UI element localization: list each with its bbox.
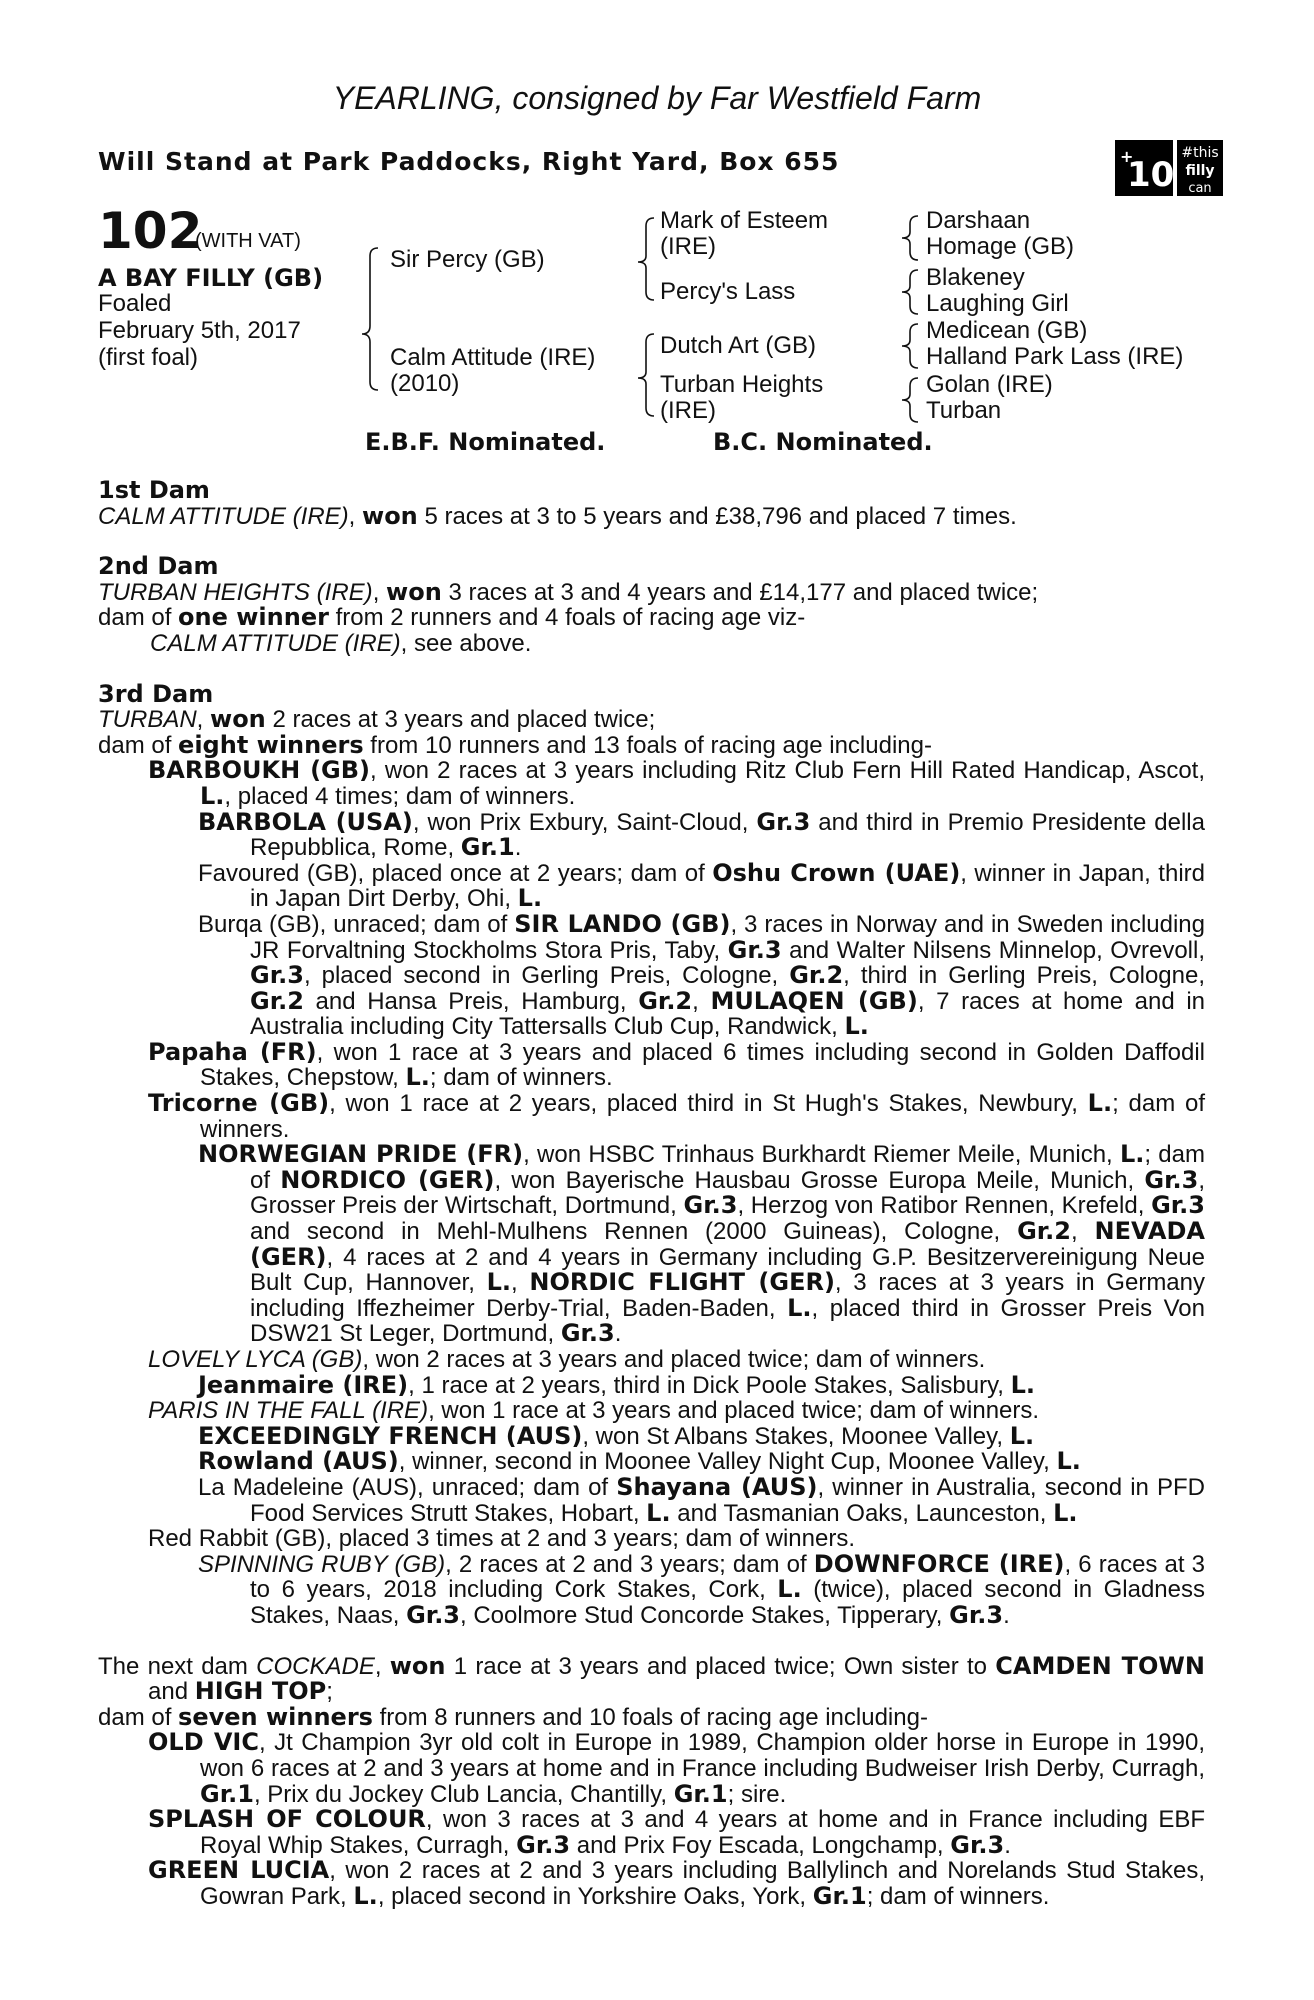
second-dam-progeny: CALM ATTITUDE (IRE), see above.	[150, 629, 532, 657]
progeny-entry: PARIS IN THE FALL (IRE), won 1 race at 3 years and placed twice; dam of winners.	[148, 1397, 1040, 1425]
lot-number: 102	[98, 202, 203, 260]
sire: Sir Percy (GB)	[390, 246, 545, 273]
dam-dam-line1: Turban Heights	[660, 371, 824, 398]
gg-sss: Darshaan	[926, 207, 1031, 234]
gg-ddd: Turban	[926, 397, 1002, 424]
location-line: Will Stand at Park Paddocks, Right Yard, Box 655	[98, 147, 840, 176]
ebf-nominated: E.B.F. Nominated.	[365, 428, 606, 456]
next-dam-produce: dam of seven winners from 8 runners and 10 foals of racing age including-	[98, 1702, 928, 1731]
consignment-line: YEARLING, consigned by Far Westfield Farm	[332, 80, 982, 116]
third-dam-heading: 3rd Dam	[98, 679, 214, 708]
horse-name: A BAY FILLY (GB)	[98, 264, 324, 292]
foaled-label: Foaled	[98, 290, 172, 317]
progeny-entry: Tricorne (GB), won 1 race at 2 years, placed third in St Hugh's Stakes, Newbury, L.; dam of winners.	[148, 1089, 1206, 1143]
progeny-entry: Red Rabbit (GB), placed 3 times at 2 and 3 years; dam of winners.	[148, 1525, 856, 1553]
sire-dam: Percy's Lass	[660, 278, 796, 305]
vat-note: (WITH VAT)	[195, 230, 301, 252]
gg-dsd: Halland Park Lass (IRE)	[926, 343, 1184, 370]
gg-ssd: Homage (GB)	[926, 233, 1075, 260]
progeny-entry: Jeanmaire (IRE), 1 race at 2 years, third in Dick Poole Stakes, Salisbury, L.	[198, 1370, 1036, 1399]
foaled-date: February 5th, 2017	[98, 317, 301, 344]
next-dam-record: The next dam COCKADE, won 1 race at 3 years and placed twice; Own sister to CAMDEN TOWN and HIGH TOP;	[98, 1651, 1205, 1706]
first-dam-record: CALM ATTITUDE (IRE), won 5 races at 3 to 5 years and £38,796 and placed 7 times.	[98, 501, 1017, 530]
first-foal-note: (first foal)	[98, 344, 199, 371]
dam-line1: Calm Attitude (IRE)	[390, 344, 596, 371]
progeny-entry: OLD VIC, Jt Champion 3yr old colt in Europe in 1989, Champion older horse in Europe in 1990, won 6 races at 2 and 3 years at home and in France including Budweiser Irish Derby, Curragh, Gr.1, Prix du Jockey Club Lancia, Chantilly, Gr.1; sire.	[148, 1728, 1205, 1808]
bc-nominated: B.C. Nominated.	[713, 428, 933, 456]
dam-dam-line2: (IRE)	[660, 397, 716, 424]
second-dam-heading: 2nd Dam	[98, 552, 219, 581]
logo-tag2: filly	[1185, 163, 1215, 179]
third-dam-produce: dam of eight winners from 10 runners and 13 foals of racing age including-	[98, 730, 932, 759]
gg-dds: Golan (IRE)	[926, 371, 1053, 398]
progeny-entry: SPINNING RUBY (GB), 2 races at 2 and 3 years; dam of DOWNFORCE (IRE), 6 races at 3 to 6 years, 2018 including Cork Stakes, Cork, L. (twice), placed second in Gladness Stakes, Naas, Gr.3, Coolmore Stud Concorde Stakes, Tipperary, Gr.3.	[198, 1549, 1206, 1629]
logo-tag1: #this	[1181, 145, 1219, 161]
progeny-entry: BARBOLA (USA), won Prix Exbury, Saint-Cloud, Gr.3 and third in Premio Presidente della Repubblica, Rome, Gr.1.	[198, 807, 1205, 862]
dam-sire: Dutch Art (GB)	[660, 332, 817, 359]
sire-sire-line2: (IRE)	[660, 233, 716, 260]
gg-sdd: Laughing Girl	[926, 290, 1069, 317]
progeny-entry: NORWEGIAN PRIDE (FR), won HSBC Trinhaus Burkhardt Riemer Meile, Munich, L.; dam of NORDICO (GER), won Bayerische Hausbau Grosse Europa Meile, Munich, Gr.3, Grosser Preis der Wirtschaft, Dortmund, Gr.3, Herzog von Ratibor Rennen, Krefeld, Gr.3 and second in Mehl-Mulhens Rennen (2000 Guineas), Cologne, Gr.2, NEVADA (GER), 4 races at 2 and 4 years in Germany including G.P. Besitzervereinigung Neue Bult Cup, Hannover, L., NORDIC FLIGHT (GER), 3 races at 3 years in Germany including Iffezheimer Derby-Trial, Baden-Baden, L., placed third in Grosser Preis Von DSW21 St Leger, Dortmund, Gr.3.	[198, 1140, 1206, 1348]
progeny-entry: SPLASH OF COLOUR, won 3 races at 3 and 4 years at home and in France including EBF Royal Whip Stakes, Curragh, Gr.3 and Prix Foy Escada, Longchamp, Gr.3.	[148, 1805, 1205, 1859]
gg-sds: Blakeney	[926, 264, 1025, 291]
progeny-entry: EXCEEDINGLY FRENCH (AUS), won St Albans Stakes, Moonee Valley, L.	[198, 1421, 1035, 1450]
logo-tag3: can	[1188, 181, 1212, 196]
logo-number: 10	[1127, 155, 1175, 195]
family-text	[98, 478, 1205, 1909]
sire-sire-line1: Mark of Esteem	[660, 207, 829, 234]
third-dam-record: TURBAN, won 2 races at 3 years and placed twice;	[98, 705, 656, 734]
dam-line2: (2010)	[390, 370, 460, 397]
progeny-entry: La Madeleine (AUS), unraced; dam of Shayana (AUS), winner in Australia, second in PFD Food Services Strutt Stakes, Hobart, L. and Tasmanian Oaks, Launceston, L.	[198, 1472, 1205, 1527]
progeny-entry: Rowland (AUS), winner, second in Moonee Valley Night Cup, Moonee Valley, L.	[198, 1447, 1081, 1476]
second-dam-record: TURBAN HEIGHTS (IRE), won 3 races at 3 and 4 years and £14,177 and placed twice;	[98, 577, 1039, 606]
progeny-entry: Burqa (GB), unraced; dam of SIR LANDO (GB), 3 races in Norway and in Sweden including JR Forvaltning Stockholms Stora Pris, Taby, Gr.3 and Walter Nilsens Minnelop, Ovrevoll, Gr.3, placed second in Gerling Preis, Cologne, Gr.2, third in Gerling Preis, Cologne, Gr.2 and Hansa Preis, Hamburg, Gr.2, MULAQEN (GB), 7 races at home and in Australia including City Tattersalls Club Cup, Randwick, L.	[198, 909, 1206, 1041]
progeny-entry: GREEN LUCIA, won 2 races at 2 and 3 years including Ballylinch and Norelands Stud Stakes, Gowran Park, L., placed second in Yorkshire Oaks, York, Gr.1; dam of winners.	[148, 1856, 1206, 1910]
progeny-entry: Papaha (FR), won 1 race at 3 years and placed 6 times including second in Golden Daffodil Stakes, Chepstow, L.; dam of winners.	[148, 1037, 1206, 1092]
gg-dss: Medicean (GB)	[926, 317, 1088, 344]
second-dam-produce: dam of one winner from 2 runners and 4 foals of racing age viz-	[98, 603, 806, 632]
first-dam-heading: 1st Dam	[98, 476, 210, 504]
progeny-entry: BARBOUKH (GB), won 2 races at 3 years including Ritz Club Fern Hill Rated Handicap, Ascot, L., placed 4 times; dam of winners.	[148, 756, 1206, 810]
progeny-entry: Favoured (GB), placed once at 2 years; dam of Oshu Crown (UAE), winner in Japan, third in Japan Dirt Derby, Ohi, L.	[198, 858, 1205, 913]
pedigree-braces	[0, 0, 1314, 460]
logo-plus: +	[1120, 147, 1134, 166]
progeny-entry: LOVELY LYCA (GB), won 2 races at 3 years and placed twice; dam of winners.	[148, 1346, 986, 1373]
